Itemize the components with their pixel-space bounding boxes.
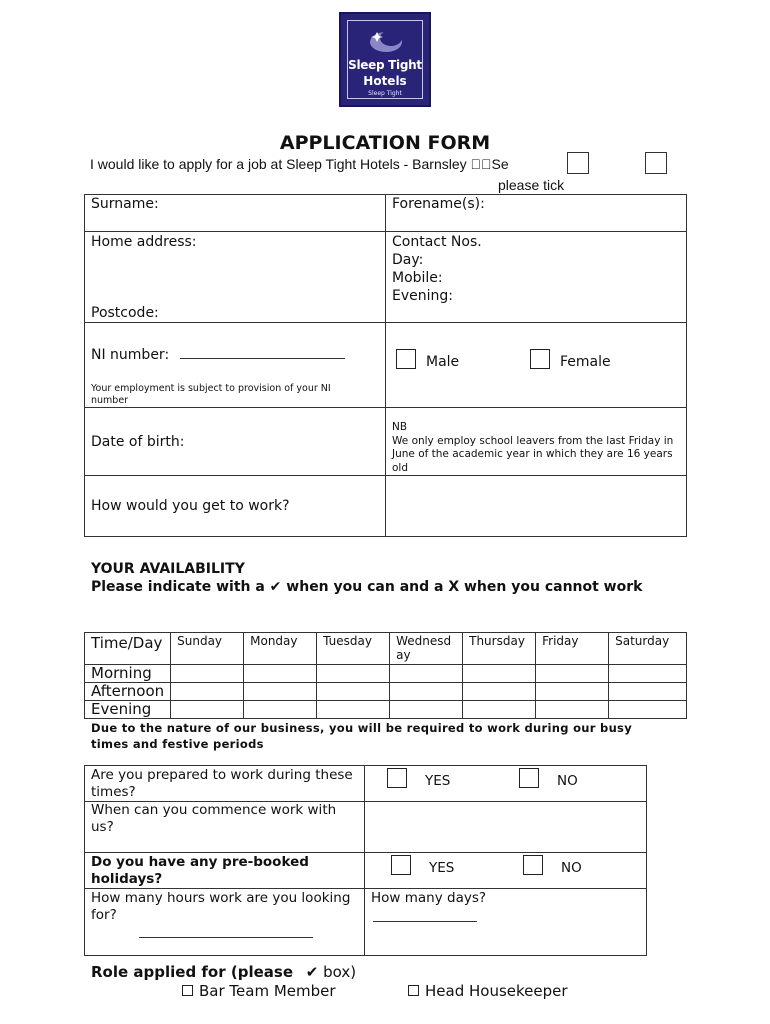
- availability-cell[interactable]: [536, 701, 609, 719]
- busy-yes-checkbox[interactable]: [387, 768, 407, 788]
- head-housekeeper-label: Head Housekeeper: [425, 982, 568, 1000]
- nb-cell: [386, 408, 687, 476]
- role-heading: [91, 963, 356, 981]
- days-line: [373, 921, 477, 922]
- holidays-yes-label: YES: [429, 860, 455, 876]
- questions-table: [84, 765, 647, 956]
- dob-label: Date of birth:: [91, 433, 185, 450]
- availability-row-afternoon: [85, 683, 687, 701]
- holidays-yes-checkbox[interactable]: [391, 855, 411, 875]
- barnsley-tick-box[interactable]: [567, 152, 589, 174]
- gender-cell: [386, 323, 687, 408]
- availability-cell[interactable]: [536, 665, 609, 683]
- nb-label: NB: [392, 421, 408, 433]
- availability-row-morning: [85, 665, 687, 683]
- availability-table: [84, 632, 687, 719]
- day-phone-label: Day:: [392, 252, 424, 268]
- day-header-saturday: Saturday: [609, 633, 687, 665]
- row-label-morning: Morning: [85, 665, 171, 683]
- moon-star-icon: [363, 24, 409, 58]
- home-address-cell[interactable]: [85, 232, 386, 323]
- availability-cell[interactable]: [244, 665, 317, 683]
- role-label-rest: ✔ box): [305, 963, 357, 981]
- row-label-evening: Evening: [85, 701, 171, 719]
- commence-answer[interactable]: [365, 802, 647, 853]
- evening-phone-label: Evening:: [392, 288, 453, 304]
- mobile-phone-label: Mobile:: [392, 270, 443, 286]
- form-title: APPLICATION FORM: [279, 132, 491, 154]
- busy-yes-label: YES: [425, 773, 451, 789]
- hours-line: [139, 937, 313, 938]
- day-header-tuesday: Tuesday: [317, 633, 390, 665]
- nb-text: We only employ school leavers from the last Friday in June of the academic year in which they are 16 years old: [392, 434, 674, 474]
- personal-details-table: [84, 194, 687, 537]
- day-header-sunday: Sunday: [171, 633, 244, 665]
- availability-cell[interactable]: [609, 683, 687, 701]
- row-label-afternoon: Afternoon: [85, 683, 171, 701]
- availability-cell[interactable]: [317, 665, 390, 683]
- availability-cell[interactable]: [609, 701, 687, 719]
- role-label-bold: Role applied for (please: [91, 963, 293, 981]
- bar-team-checkbox[interactable]: [182, 985, 193, 996]
- availability-cell[interactable]: [390, 683, 463, 701]
- availability-heading-block: [91, 560, 691, 596]
- days-cell[interactable]: [365, 889, 647, 956]
- availability-cell[interactable]: [244, 701, 317, 719]
- availability-cell[interactable]: [171, 665, 244, 683]
- busy-times-question: Are you prepared to work during these times?: [85, 766, 365, 802]
- day-header-friday: Friday: [536, 633, 609, 665]
- availability-cell[interactable]: [390, 701, 463, 719]
- dob-cell[interactable]: [85, 408, 386, 476]
- logo-text-line3: Sleep Tight: [368, 90, 402, 97]
- availability-cell[interactable]: [463, 665, 536, 683]
- busy-times-note: Due to the nature of our business, you will be required to work during our busy times and festive periods: [91, 721, 632, 751]
- busy-no-label: NO: [557, 773, 578, 789]
- hours-question: How many hours work are you looking for?: [91, 890, 351, 923]
- day-header-monday: Monday: [244, 633, 317, 665]
- days-question: How many days?: [371, 890, 487, 906]
- surname-cell[interactable]: [85, 195, 386, 232]
- availability-instruction: Please indicate with a ✔ when you can and a X when you cannot work: [91, 579, 643, 595]
- ni-number-label: NI number:: [91, 347, 170, 363]
- ni-number-cell[interactable]: [85, 323, 386, 408]
- ni-note: Your employment is subject to provision of your NI number: [91, 383, 331, 406]
- forenames-cell[interactable]: [386, 195, 687, 232]
- male-label: Male: [426, 354, 460, 370]
- female-checkbox[interactable]: [530, 349, 550, 369]
- availability-cell[interactable]: [171, 683, 244, 701]
- role-option-bar[interactable]: [182, 982, 336, 1000]
- hotel-logo: [339, 12, 431, 107]
- head-housekeeper-checkbox[interactable]: [408, 985, 419, 996]
- holidays-question: Do you have any pre-booked holidays?: [85, 853, 365, 889]
- availability-cell[interactable]: [463, 683, 536, 701]
- forenames-label: Forename(s):: [392, 196, 485, 212]
- availability-cell[interactable]: [244, 683, 317, 701]
- logo-text-line2: Hotels: [363, 74, 407, 88]
- ni-number-line: [180, 358, 345, 359]
- bar-team-label: Bar Team Member: [199, 982, 336, 1000]
- get-to-work-label: How would you get to work?: [91, 498, 290, 514]
- availability-cell[interactable]: [390, 665, 463, 683]
- get-to-work-cell[interactable]: [85, 476, 386, 537]
- availability-row-evening: [85, 701, 687, 719]
- availability-cell[interactable]: [317, 701, 390, 719]
- day-header-wednesday: Wednesd ay: [390, 633, 463, 665]
- availability-cell[interactable]: [317, 683, 390, 701]
- logo-text-line1: Sleep Tight: [348, 58, 422, 72]
- availability-cell[interactable]: [609, 665, 687, 683]
- role-option-housekeeper[interactable]: [408, 982, 568, 1000]
- male-checkbox[interactable]: [396, 349, 416, 369]
- hours-cell[interactable]: [85, 889, 365, 956]
- holidays-no-checkbox[interactable]: [523, 855, 543, 875]
- holidays-answer-cell: [365, 853, 647, 889]
- home-address-label: Home address:: [91, 234, 197, 250]
- availability-cell[interactable]: [171, 701, 244, 719]
- availability-cell[interactable]: [463, 701, 536, 719]
- busy-no-checkbox[interactable]: [519, 768, 539, 788]
- contact-nos-label: Contact Nos.: [392, 234, 482, 250]
- availability-heading: YOUR AVAILABILITY: [91, 561, 245, 577]
- postcode-label: Postcode:: [91, 305, 159, 321]
- tick-hint: please tick: [498, 177, 565, 193]
- holidays-no-label: NO: [561, 860, 582, 876]
- availability-cell[interactable]: [536, 683, 609, 701]
- contact-cell[interactable]: [386, 232, 687, 323]
- time-day-header: Time/Day: [85, 633, 171, 665]
- intro-text: I would like to apply for a job at Sleep Tight Hotels - Barnsley   Se: [90, 156, 509, 172]
- day-header-thursday: Thursday: [463, 633, 536, 665]
- second-tick-box[interactable]: [645, 152, 667, 174]
- surname-label: Surname:: [91, 196, 159, 212]
- female-label: Female: [560, 354, 611, 370]
- commence-question: When can you commence work with us?: [85, 802, 365, 853]
- get-to-work-answer[interactable]: [386, 476, 687, 537]
- busy-times-answer-cell: [365, 766, 647, 802]
